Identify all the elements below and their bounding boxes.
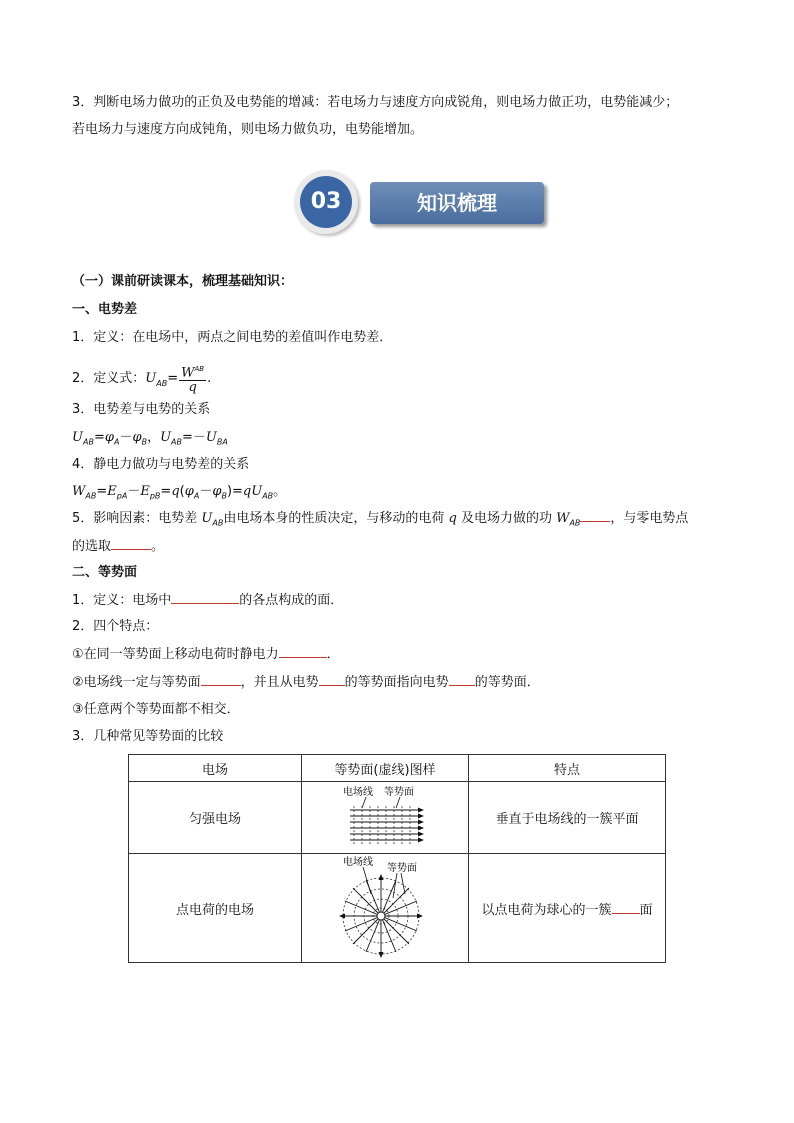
part2-heading: 二、等势面 [72, 565, 138, 580]
table-header-cell: 等势面(虚线)图样 [302, 755, 469, 782]
fig2-label-field-line: 电场线 [343, 857, 373, 868]
uniform-field-figure [340, 784, 430, 848]
item2-lhs-sub: AB [156, 378, 168, 388]
f2-a: ②电场线一定与等势面 [72, 675, 201, 690]
item5-text-a: 5．影响因素：电势差 [72, 511, 202, 526]
part1-item3: 3．电势差与电势的关系 [72, 402, 211, 417]
point-charge-figure [335, 854, 435, 958]
item2-lhs: U [145, 371, 157, 387]
feature-tail: 面 [639, 902, 653, 918]
p2-item1-a: 1．定义：电场中 [72, 593, 172, 608]
item5-end: 。 [151, 539, 165, 554]
item5-text-b: 由电场本身的性质决定，与移动的电荷 [223, 511, 449, 526]
part1-item4: 4．静电力做功与电势差的关系 [72, 457, 250, 472]
item2-numerator-sub: AB [194, 365, 205, 373]
item5-text-c: 及电场力做的功 [456, 511, 557, 526]
field-name-cell: 匀强电场 [129, 782, 302, 854]
f1-b: ． [326, 647, 340, 662]
table-row [129, 854, 666, 963]
item2-fraction [179, 362, 206, 395]
item2-denominator: q [188, 380, 197, 396]
blank-table[interactable] [612, 901, 640, 914]
blank-f1[interactable] [279, 645, 327, 658]
feature-cell: 垂直于电场线的一簇平面 [469, 782, 666, 854]
fig1-label-field-line: 电场线 [343, 786, 373, 798]
part2-item2: 2．四个特点： [72, 619, 159, 634]
item2-end: . [207, 371, 212, 387]
blank-f2a[interactable] [201, 673, 241, 686]
section-number: 03 [300, 176, 352, 228]
part1-item5-line2 [72, 537, 164, 557]
blank-p2-1[interactable] [171, 591, 239, 604]
point-charge-figure-cell [302, 854, 469, 963]
item5-line2-text: 的选取 [72, 539, 112, 554]
part1-item4-formula: $W_{AB}=E_{pA}-E_{pB}=q(\varphi_A-\varphi_B)=qU_{AB}$。 [72, 484, 287, 501]
fig1-label-equipotential: 等势面 [384, 786, 414, 798]
item2-prefix: 2．定义式： [72, 371, 146, 387]
intro-line-2: 若电场力与速度方向成钝角，则电场力做负功，电势能增加。 [72, 122, 424, 137]
part2-feature1 [72, 645, 340, 665]
section-title: （一）课前研读课本，梳理基础知识： [72, 274, 294, 289]
table-header-cell: 特点 [469, 755, 666, 782]
section-banner [294, 170, 554, 240]
blank-f2c[interactable] [449, 673, 475, 686]
part1-item2 [72, 362, 211, 396]
part1-item1: 1．定义：在电场中，两点之间电势的差值叫作电势差． [72, 330, 393, 345]
field-name-cell: 点电荷的电场 [129, 854, 302, 963]
comparison-table [128, 754, 666, 963]
part1-heading: 一、电势差 [72, 302, 138, 317]
intro-line-1: 3．判断电场力做功的正负及电势能的增减：若电场力与速度方向成锐角，则电场力做正功，电势能减少； [72, 95, 679, 110]
part2-item1 [72, 591, 343, 611]
part2-feature2 [72, 673, 540, 693]
part1-item3-formula: $U_{AB}=\varphi_A-\varphi_B$，$U_{AB}=-U_{BA}$ [72, 430, 228, 447]
part2-feature3: ③任意两个等势面都不相交． [72, 702, 240, 717]
f2-c: 的等势面指向电势 [344, 675, 449, 690]
section-banner-title: 知识梳理 [370, 182, 544, 224]
item2-numerator: W [181, 365, 195, 381]
feature-text: 以点电荷为球心的一簇 [481, 902, 612, 918]
item5-text-d: ，与零电势点 [610, 511, 689, 526]
blank-f2b[interactable] [319, 673, 345, 686]
p2-item1-b: 的各点构成的面． [239, 593, 344, 608]
part1-item5: 5．影响因素：电势差 $U_{AB}$由电场本身的性质决定，与移动的电荷 q 及电场力做的功 $W_{AB}$ ，与零电势点 [72, 511, 689, 528]
table-header-cell: 电场 [129, 755, 302, 782]
uniform-field-figure-cell [302, 782, 469, 854]
f2-d: 的等势面． [474, 675, 540, 690]
f1-a: ①在同一等势面上移动电荷时静电力 [72, 647, 279, 662]
fig2-label-equipotential: 等势面 [387, 863, 417, 874]
section-number-badge [294, 170, 358, 234]
blank-5a[interactable] [580, 509, 610, 522]
table-row [129, 782, 666, 854]
f2-b: ，并且从电势 [240, 675, 319, 690]
blank-5b[interactable] [111, 537, 151, 550]
table-header-row [129, 755, 666, 782]
feature-cell [469, 854, 666, 963]
part2-item3: 3．几种常见等势面的比较 [72, 729, 224, 744]
item2-eq: = [167, 371, 179, 387]
